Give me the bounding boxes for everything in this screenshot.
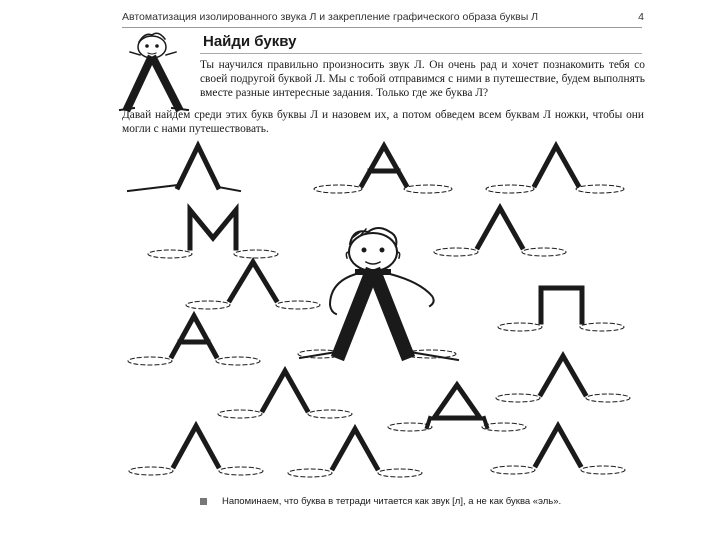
letter-m-1 bbox=[148, 210, 278, 258]
mascot-small-icon bbox=[120, 33, 188, 110]
letter-d-1 bbox=[388, 385, 526, 431]
letter-p-1 bbox=[498, 288, 624, 331]
letter-l-1 bbox=[128, 146, 240, 191]
letter-a-2 bbox=[128, 316, 260, 365]
page-number: 4 bbox=[638, 11, 644, 23]
footer-note-text: Напоминаем, что буква в тетради читается как звук [л], а не как буква «эль». bbox=[222, 496, 562, 507]
intro-paragraph: Ты научился правильно произносить звук Л. Он очень рад и хочет познакомить тебя со своей подругой буквой Л. Мы с тобой отправимся с ними в путешествие, будем выполнять вместе разные интересные задания. Только где же буква Л? bbox=[200, 59, 645, 99]
title-divider bbox=[200, 53, 642, 54]
letter-l-5 bbox=[218, 371, 352, 418]
running-title: Автоматизация изолированного звука Л и закрепление графического образа буквы Л bbox=[122, 11, 539, 23]
letter-a-1 bbox=[314, 146, 452, 193]
letter-l-7 bbox=[129, 426, 263, 475]
letter-l-3 bbox=[434, 208, 566, 256]
letter-l-9 bbox=[491, 426, 625, 474]
exercise-title: Найди букву bbox=[203, 33, 297, 50]
task-paragraph: Давай найдем среди этих букв буквы Л и назовем их, а потом обведем всем буквам Л ножки, чтобы они могли с нами путешествовать. bbox=[122, 109, 644, 135]
letter-l-4 bbox=[186, 262, 320, 309]
mascot-large-icon bbox=[298, 228, 458, 360]
letter-l-8 bbox=[288, 429, 422, 477]
letter-l-6 bbox=[496, 356, 630, 402]
footer-note bbox=[200, 496, 650, 510]
bullet-square-icon bbox=[200, 498, 207, 505]
letter-l-2 bbox=[486, 146, 624, 193]
